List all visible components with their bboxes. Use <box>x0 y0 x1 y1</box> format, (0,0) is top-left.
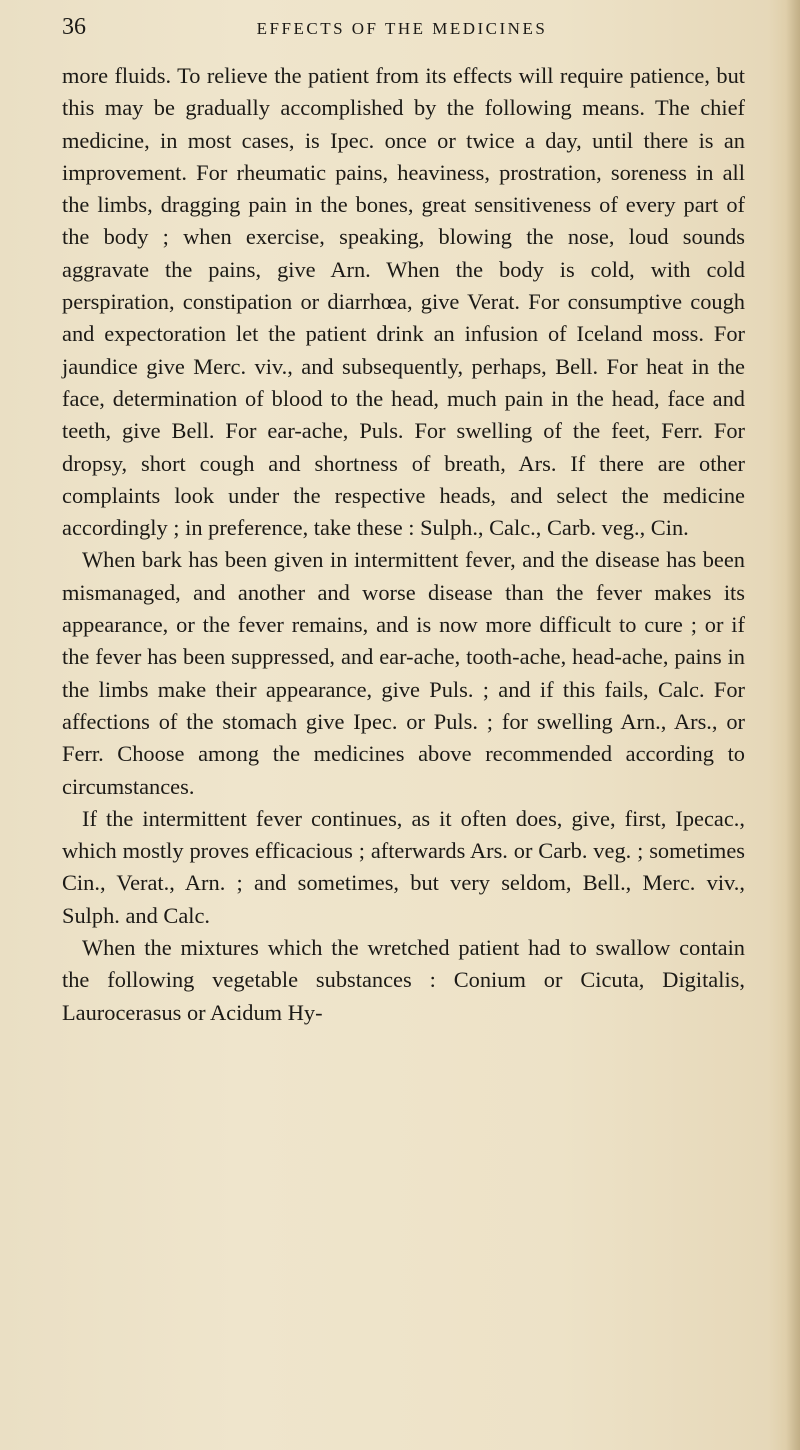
body-text <box>62 60 745 1029</box>
paragraph-mixtures: When the mixtures which the wretched patient had to swallow contain the following vegetable substances : Conium or Cicuta, Digitalis, Laurocerasus or Acidum Hy- <box>62 935 745 1025</box>
paragraph-bark-intermittent-fever: When bark has been given in intermittent fever, and the disease has been mismanaged, and another and worse disease than the fever makes its appearance, or the fever remains, and is now more difficult to cure ; or if the fever has been suppressed, and ear-ache, tooth-ache, head-ache, pains in the limbs make their appearance, give Puls. ; and if this fails, Calc. For affections of the stomach give Ipec. or Puls. ; for swelling Arn., Ars., or Ferr. Choose among the medicines above recommended according to circumstances. <box>62 547 745 799</box>
paragraph-continued: more fluids. To relieve the patient from its effects will require patience, but this may be gradually accomplished by the following means. The chief medicine, in most cases, is Ipec. once or twice a day, until there is an improvement. For rheumatic pains, heaviness, prostration, soreness in all the limbs, dragging pain in the bones, great sensitiveness of every part of the body ; when exercise, speaking, blowing the nose, loud sounds aggravate the pains, give Arn. When the body is cold, with cold perspiration, constipation or diarrhœa, give Verat. For consumptive cough and expectoration let the patient drink an infusion of Iceland moss. For jaundice give Merc. viv., and subsequently, perhaps, Bell. For heat in the face, determination of blood to the head, much pain in the head, face and teeth, give Bell. For ear-ache, Puls. For swelling of the feet, Ferr. For dropsy, short cough and shortness of breath, Ars. If there are other complaints look under the respective heads, and select the medicine accordingly ; in preference, take these : Sulph., Calc., Carb. veg., Cin. <box>62 63 745 541</box>
page-header <box>62 10 742 44</box>
page-number: 36 <box>62 14 86 40</box>
paragraph-fever-continues: If the intermittent fever continues, as it often does, give, first, Ipecac., which mostly proves efficacious ; afterwards Ars. or Carb. veg. ; sometimes Cin., Verat., Arn. ; and sometimes, but very seldom, Bell., Merc. viv., Sulph. and Calc. <box>62 805 745 928</box>
running-head: EFFECTS OF THE MEDICINES <box>256 19 548 38</box>
page-edge-shadow <box>786 0 800 1450</box>
